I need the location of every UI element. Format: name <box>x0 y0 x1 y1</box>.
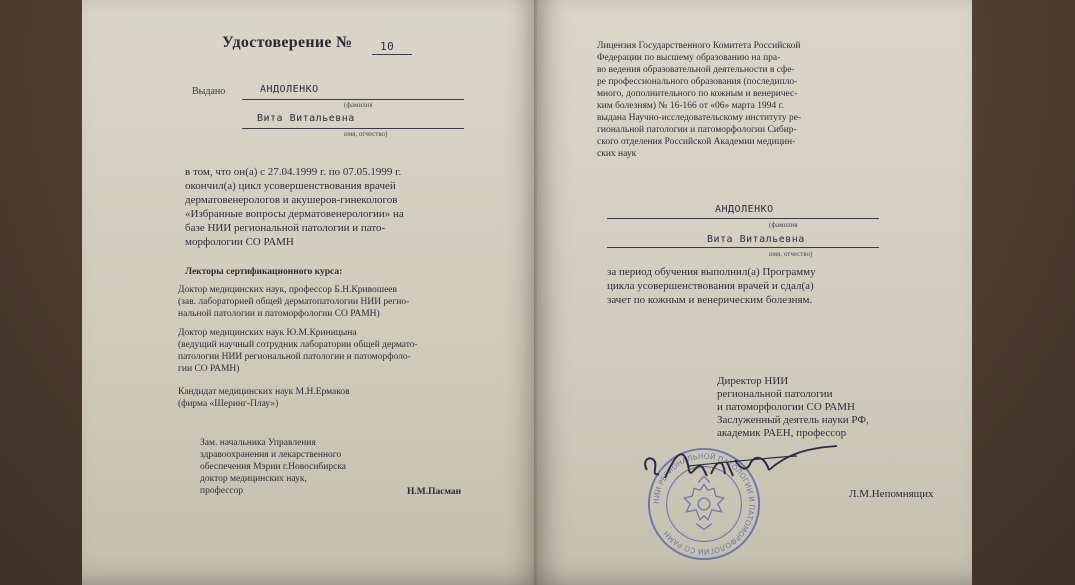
main-text-line: морфологии СО РАМН <box>185 236 294 248</box>
signer-line: профессор <box>200 486 244 496</box>
director-signature-icon <box>637 440 877 490</box>
signer-line: здравоохранения и лекарственного <box>200 450 342 460</box>
result-line: зачет по кожным и венерическим болезням. <box>607 294 813 306</box>
main-text-line: «Избранные вопросы дерматовенерологии» на <box>185 208 404 220</box>
director-line: академик РАЕН, профессор <box>717 427 847 439</box>
license-line: Федерации по высшему образованию на пра- <box>597 53 781 63</box>
lecturer-line: (фирма «Шеринг-Плау») <box>178 399 279 409</box>
stamp-ring-text: НИИ РЕГИОНАЛЬНОЙ ПАТОЛОГИИ И ПАТОМОРФОЛОГИИ СО РАМН <box>651 451 757 557</box>
signer-line: обеспечения Мэрии г.Новосибирска <box>200 462 347 472</box>
result-text <box>607 265 907 307</box>
license-line: ким болезням) № 16-166 от «06» марта 1994 г. <box>597 101 784 111</box>
signer-name: Н.М.Пасман <box>407 487 462 497</box>
director-line: и патоморфологии СО РАМН <box>717 401 855 413</box>
surname-line <box>607 218 879 219</box>
right-page <box>537 0 972 585</box>
surname-line <box>242 99 464 100</box>
license-line: ре профессионального образования (последипло- <box>597 77 798 87</box>
given-names-value: Вита Витальевна <box>257 113 355 124</box>
license-text <box>597 40 897 160</box>
license-line: много, дополнительного по кожным и венеричес- <box>597 89 798 99</box>
lecturers-heading: Лекторы сертификационного курса: <box>185 267 343 277</box>
given-names-line <box>607 247 879 248</box>
license-line: ских наук <box>597 149 637 159</box>
lecturer-line: (зав. лабораторией общей дерматопатологии НИИ регио- <box>178 297 410 307</box>
director-name: Л.М.Непомнящих <box>849 488 934 500</box>
main-text-line: в том, что он(а) с 27.04.1999 г. по 07.05.1999 г. <box>185 166 402 178</box>
lecturer-entry <box>178 327 518 375</box>
license-line: Лицензия Государственного Комитета Российской <box>597 41 801 51</box>
signer-line: доктор медицинских наук, <box>200 474 307 484</box>
lecturer-line: нальной патологии и патоморфологии СО РАМН) <box>178 309 380 319</box>
license-line: во ведения образовательной деятельности в сфе- <box>597 65 795 75</box>
lecturer-line: (ведущий научный сотрудник лаборатории общей дермато- <box>178 340 418 350</box>
lecturer-line: Кандидат медицинских наук М.Н.Ермаков <box>178 387 350 397</box>
lecturer-entry <box>178 284 518 320</box>
left-page <box>82 0 537 585</box>
lecturer-line: Доктор медицинских наук Ю.М.Криницына <box>178 328 357 338</box>
number-underline <box>372 54 412 55</box>
given-names-value: Вита Витальевна <box>707 234 805 245</box>
surname-caption: (фамилия <box>344 101 373 109</box>
result-line: цикла усовершенствования врачей и сдал(а) <box>607 280 814 292</box>
main-text <box>185 165 505 249</box>
result-line: за период обучения выполнил(а) Программу <box>607 266 816 278</box>
surname-value: АНДОЛЕНКО <box>715 204 774 215</box>
main-text-line: окончил(а) цикл усовершенствования врачей <box>185 180 396 192</box>
certificate-number: 10 <box>380 40 395 53</box>
main-text-line: базе НИИ региональной патологии и пато- <box>185 222 386 234</box>
director-line: Заслуженный деятель науки РФ, <box>717 414 869 426</box>
director-block <box>717 375 957 440</box>
main-text-line: дерматовенерологов и акушеров-гинекологов <box>185 194 398 206</box>
surname-value: АНДОЛЕНКО <box>260 84 319 95</box>
lecturer-line: Доктор медицинских наук, профессор Б.Н.Кривошеев <box>178 285 398 295</box>
signer-block <box>200 437 430 497</box>
license-line: гиональной патологии и патоморфологии Сибир- <box>597 125 797 135</box>
surname-caption: (фамилия <box>769 221 798 229</box>
certificate-title: Удостоверение № <box>222 34 353 51</box>
lecturer-entry <box>178 386 518 410</box>
given-names-line <box>242 128 464 129</box>
given-names-caption: имя, отчество) <box>769 250 813 258</box>
director-line: Директор НИИ <box>717 375 789 387</box>
signer-line: Зам. начальника Управления <box>200 438 316 448</box>
license-line: ского отделения Российской Академии медицин- <box>597 137 796 147</box>
certificate-booklet <box>82 0 972 585</box>
license-line: выдана Научно-исследовательскому институту ре- <box>597 113 802 123</box>
lecturer-line: гии СО РАМН) <box>178 364 240 374</box>
issued-label: Выдано <box>192 86 226 97</box>
director-line: региональной патологии <box>717 388 833 400</box>
lecturer-line: патологии НИИ региональной патологии и патоморфоло- <box>178 352 411 362</box>
given-names-caption: имя, отчество) <box>344 130 388 138</box>
